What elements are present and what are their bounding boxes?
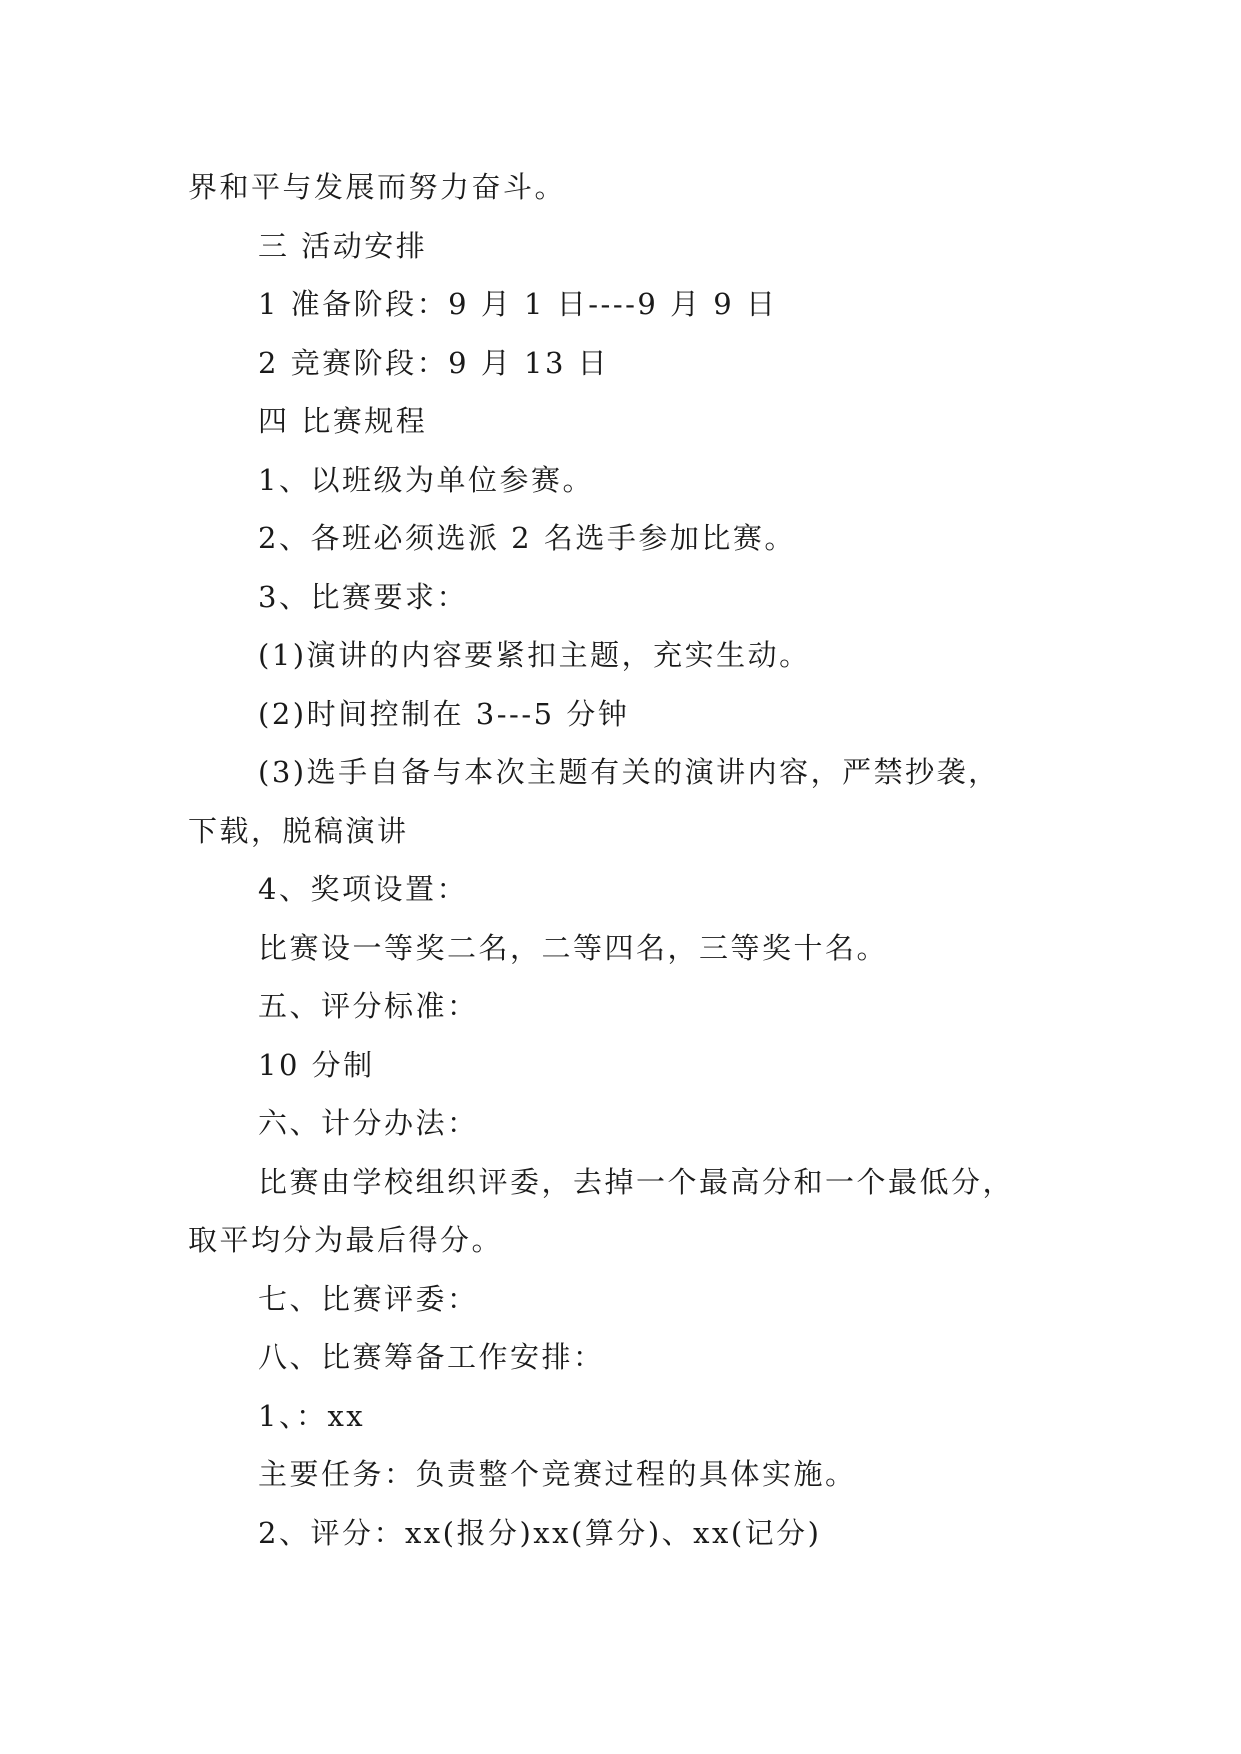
section-heading-rules: 四 比赛规程 <box>258 404 428 438</box>
text-line: 1 准备阶段：9 月 1 日----9 月 9 日 <box>258 287 778 321</box>
text-line: (2)时间控制在 3---5 分钟 <box>258 696 630 731</box>
text-line: 4、奖项设置： <box>258 872 468 906</box>
section-heading-schedule: 三 活动安排 <box>258 228 428 263</box>
section-heading-judges: 七、比赛评委： <box>258 1281 479 1316</box>
text-line: 2 竞赛阶段：9 月 13 日 <box>258 345 610 380</box>
text-line: 比赛由学校组织评委，去掉一个最高分和一个最低分， <box>258 1164 1015 1199</box>
section-heading-scoring-criteria: 五、评分标准： <box>258 989 479 1023</box>
text-line: 1、：xx <box>258 1398 366 1433</box>
text-line: 2、各班必须选派 2 名选手参加比赛。 <box>258 521 796 555</box>
text-line: 10 分制 <box>258 1047 375 1082</box>
text-line: 3、比赛要求： <box>258 579 468 614</box>
text-line: 界和平与发展而努力奋斗。 <box>188 170 567 204</box>
text-line: 比赛设一等奖二名，二等四名，三等奖十名。 <box>258 930 889 965</box>
text-line: 下载，脱稿演讲 <box>188 813 409 848</box>
text-line: 取平均分为最后得分。 <box>188 1223 504 1257</box>
section-heading-scoring-method: 六、计分办法： <box>258 1106 479 1140</box>
section-heading-preparation: 八、比赛筹备工作安排： <box>258 1340 605 1374</box>
text-line: 主要任务：负责整个竞赛过程的具体实施。 <box>258 1457 857 1491</box>
text-line: (3)选手自备与本次主题有关的演讲内容，严禁抄袭， <box>258 755 1000 789</box>
document-body <box>188 158 1088 1562</box>
text-line: 1、以班级为单位参赛。 <box>258 462 594 497</box>
text-line: (1)演讲的内容要紧扣主题，充实生动。 <box>258 638 811 672</box>
text-line: 2、评分：xx(报分)xx(算分)、xx(记分) <box>258 1515 822 1550</box>
